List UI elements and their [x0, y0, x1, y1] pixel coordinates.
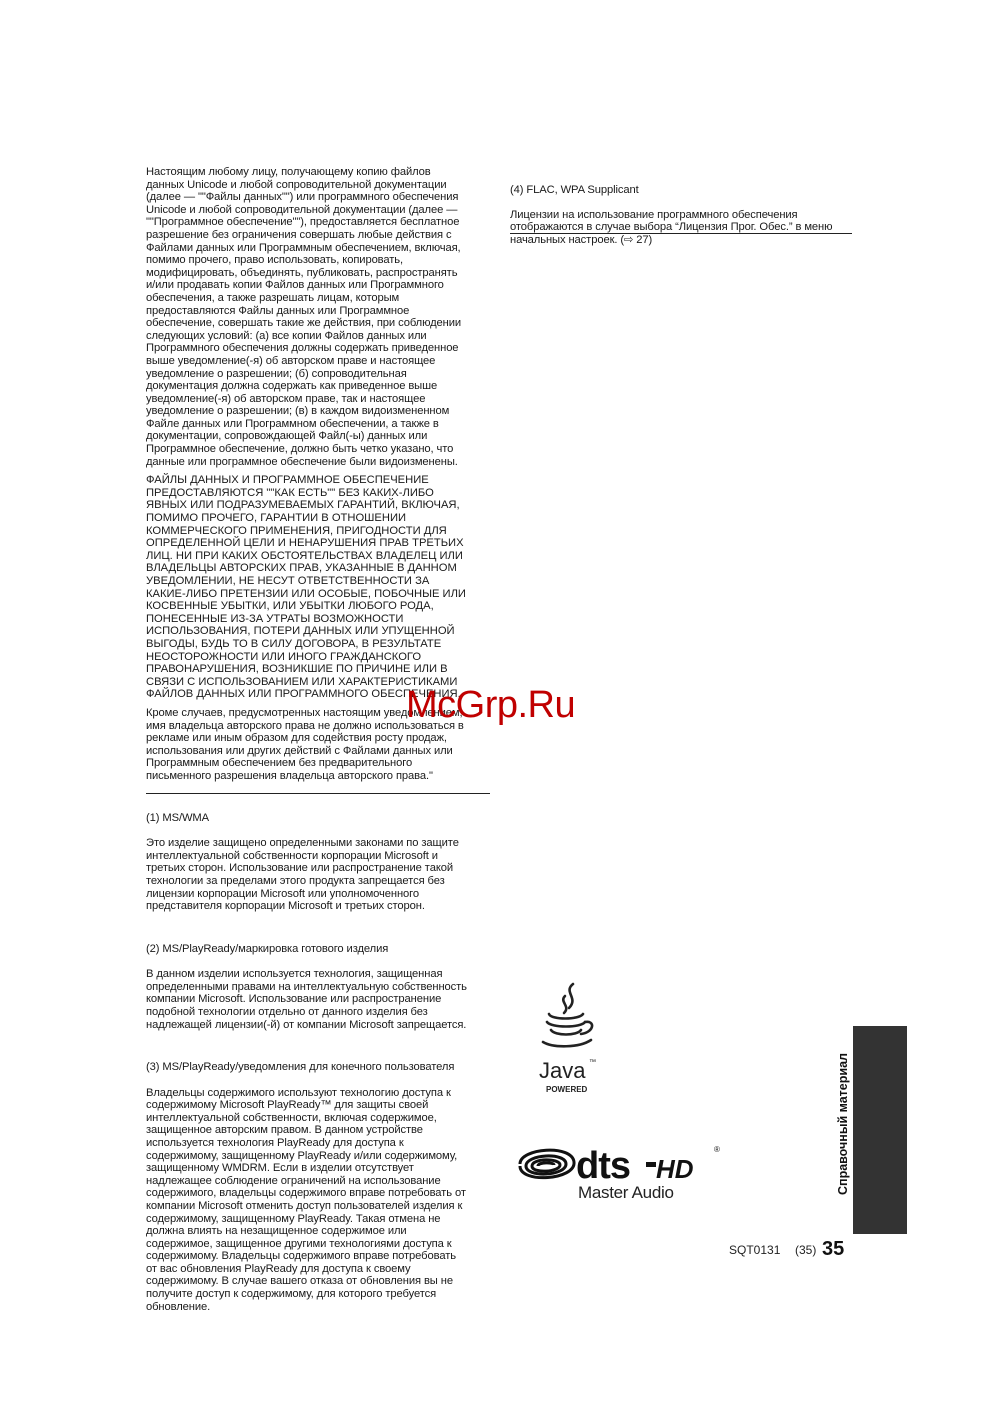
warranty-disclaimer-paragraph: ФАЙЛЫ ДАННЫХ И ПРОГРАММНОЕ ОБЕСПЕЧЕНИЕ ПРЕДОСТАВЛЯЮТСЯ ""КАК ЕСТЬ"" БЕЗ КАКИХ-ЛИБО ЯВНЫХ ИЛИ ПОДРАЗУМЕВАЕМЫХ ГАРАНТИЙ, ВКЛЮЧАЯ, ПОМИМО ПРОЧЕГО, ГАРАНТИИ В ОТНОШЕНИИ КОММЕРЧЕСКОГО ПРИМЕНЕНИЯ, ПРИГОДНОСТИ ДЛЯ ОПРЕДЕЛЕННОЙ ЦЕЛИ И НЕНАРУШЕНИЯ ПРАВ ТРЕТЬИХ ЛИЦ. НИ ПРИ КАКИХ ОБСТОЯТЕЛЬСТВАХ ВЛАДЕЛЕЦ ИЛИ ВЛАДЕЛЬЦЫ АВТОРСКИХ ПРАВ, УКАЗАННЫЕ В ДАННОМ УВЕДОМЛЕНИИ, НЕ НЕСУТ ОТВЕТСТВЕННОСТИ ЗА КАКИЕ-ЛИБО ПРЕТЕНЗИИ ИЛИ ОСОБЫЕ, ПОБОЧНЫЕ ИЛИ КОСВЕННЫЕ УБЫТКИ, ИЛИ УБЫТКИ ЛЮБОГО РОДА, ПОНЕСЕННЫЕ ИЗ-ЗА УТРАТЫ ВОЗМОЖНОСТИ ИСПОЛЬЗОВАНИЯ, ПОТЕРИ ДАННЫХ ИЛИ УПУЩЕННОЙ ВЫГОДЫ, БУДЬ ТО В СИЛУ ДОГОВОРА, В РЕЗУЛЬТАТЕ НЕОСТОРОЖНОСТИ ИЛИ ИНОГО ГРАЖДАНСКОГО ПРАВОНАРУШЕНИЯ, ВОЗНИКШИЕ ПО ПРИЧИНЕ ИЛИ В СВЯЗИ С ИСПОЛЬЗОВАНИЕМ ИЛИ ХАРАКТЕРИСТИКАМИ ФАЙЛОВ ДАННЫХ ИЛИ ПРОГРАММНОГО ОБЕСПЕЧЕНИЯ. — [146, 474, 466, 701]
side-section-tab — [853, 1026, 907, 1234]
unicode-permission-paragraph: Настоящим любому лицу, получающему копию файлов данных Unicode и любой сопроводительной документации (далее — ""Файлы данных"") или программного обеспечения Unicode и любой сопроводительной документации (далее — ""Программное обеспечение""), предоставляется бесплатное разрешение без ограничения совершать любые действия с Файлами данных или Программным обеспечением, включая, помимо прочего, право использовать, копировать, модифицировать, объединять, публиковать, распространять и/или продавать копии Файлов данных или Программного обеспечения, а также разрешать лицам, которым предоставляются Файлы данных или Программное обеспечение, совершать такие же действия, при соблюдении следующих условий: (а) все копии Файлов данных или Программного обеспечения должны содержать приведенное выше уведомление(-я) об авторском праве и настоящее уведомление о разрешении; (б) сопроводительная документация должна содержать как приведенное выше уведомление(-я) об авторском праве, так и настоящее уведомление о разрешении; (в) в каждом видоизмененном Файле данных или Программном обеспечении, а также в документации, сопровождающей Файл(-ы) данных или Программное обеспечение, должно быть четко указано, что данные или программное обеспечение были видоизменены. — [146, 166, 462, 468]
dts-registered-mark: ® — [714, 1145, 720, 1154]
java-trademark: ™ — [589, 1059, 596, 1066]
dts-master-audio-label: Master Audio — [578, 1183, 674, 1202]
section-ms-wma-body: Это изделие защищено определенными законами по защите интеллектуальной собственности корпорации Microsoft и третьих сторон. Использование или распространение такой технологии за пределами этого продукта запрещается без лицензии корпорации Microsoft или уполномоченного представителя корпорации Microsoft и третьих сторон. — [146, 837, 459, 913]
page-number-paren: (35) — [795, 1243, 817, 1257]
dts-hd-mark: HD — [656, 1154, 694, 1184]
side-section-label: Справочный материал — [836, 1053, 850, 1195]
watermark-text: McGrp.Ru — [406, 684, 576, 726]
section-ms-wma — [146, 800, 490, 926]
section-ms-wma-heading: (1) MS/WMA — [146, 812, 210, 825]
right-column-divider — [510, 233, 852, 234]
right-column — [510, 171, 855, 264]
left-column — [146, 166, 490, 1331]
section-flac-wpa-heading: (4) FLAC, WPA Supplicant — [510, 183, 639, 196]
section-flac-wpa-body: Лицензии на использование программного обеспечения отображаются в случае выбора “Лицензия Прог. Обес.” в меню начальных настроек. (⇨ 27) — [510, 208, 833, 246]
java-powered-label: POWERED — [546, 1085, 588, 1094]
dts-swirl-icon — [520, 1150, 574, 1178]
java-wordmark: Java — [539, 1058, 586, 1083]
section-divider — [146, 793, 490, 794]
section-playready-enduser-heading: (3) MS/PlayReady/уведомления для конечного пользователя — [146, 1061, 455, 1074]
java-cup-icon — [543, 984, 592, 1046]
section-playready-enduser — [146, 1049, 490, 1326]
section-playready-marking — [146, 930, 490, 1043]
section-playready-enduser-body: Владельцы содержимого используют технологию доступа к содержимому Microsoft PlayReady™ для защиты своей интеллектуальной собственности, включая содержимое, защищенное авторским правом. В данном устройстве используется технология PlayReady для доступа к содержимому, защищенному PlayReady и/или содержимому, защищенному WMDRM. Если в изделии отсутствует надлежащее соблюдение ограничений на использование содержимого, владельцы содержимого вправе потребовать от компании Microsoft отменить доступ пользователей изделия к содержимому, защищенному PlayReady. Такая отмена не должна влиять на незащищенное содержимое или содержимое, защищенное другими технологиями доступа к содержимому. Владельцы содержимого вправе потребовать от вас обновления PlayReady для доступа к своему содержимому. В случае вашего отказа от обновления вы не получите доступ к содержимому, для которого требуется обновление. — [146, 1086, 466, 1313]
dts-wordmark: dts — [576, 1145, 630, 1187]
java-powered-logo — [533, 982, 603, 1097]
section-playready-marking-body: В данном изделии используется технология, защищенная определенными правами на интеллектуальную собственность компании Microsoft. Использование или распространение подобной технологии отдельно от данного изделия без надлежащей лицензии(-й) от компании Microsoft запрещается. — [146, 968, 467, 1031]
page-number: 35 — [822, 1238, 845, 1260]
section-playready-marking-heading: (2) MS/PlayReady/маркировка готового изделия — [146, 943, 389, 956]
dts-dash — [646, 1162, 656, 1167]
model-code: SQT0131 — [729, 1243, 781, 1257]
section-flac-wpa — [510, 171, 855, 259]
trademark-use-paragraph: Кроме случаев, предусмотренных настоящим уведомлением, имя владельца авторского права не должно использоваться в рекламе или иным образом для содействия росту продаж, использования или других действий с Файлами данных или Программным обеспечением без предварительного письменного разрешения владельца авторского права." — [146, 706, 464, 782]
